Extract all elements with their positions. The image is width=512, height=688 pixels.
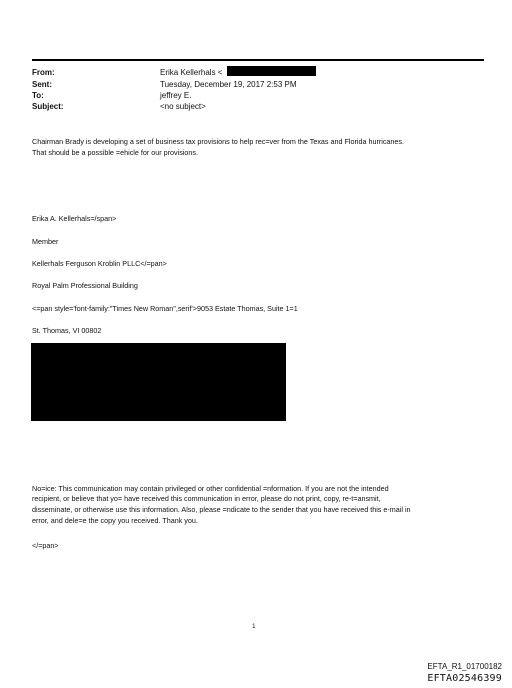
signature-address: <=pan style='font-family:"Times New Roman",serif'>9053 Estate Thomas, Suite 1=1: [32, 304, 298, 313]
header-rule: [32, 59, 484, 61]
redaction-email: [227, 66, 316, 76]
notice-line-1: No=ice: This communication may contain privileged or other confidential =nformation. If you are not the intended: [32, 484, 389, 493]
signature-city: St. Thomas, VI 00802: [32, 326, 102, 335]
subject-label: Subject:: [32, 102, 64, 111]
closing-tag: </=pan>: [32, 541, 59, 550]
redaction-block: [31, 343, 286, 421]
footer-ref-2: EFTA02546399: [427, 673, 502, 684]
subject-value: <no subject>: [160, 102, 206, 111]
signature-firm: Kellerhals Ferguson Kroblin PLLC</=pan>: [32, 259, 167, 268]
notice-line-2: recipient, or believe that yo= have received this communication in error, please do not print, copy, re-t=ansmit,: [32, 494, 381, 503]
body-line-2: That should be a possible =ehicle for our provisions.: [32, 148, 199, 157]
signature-title: Member: [32, 237, 59, 246]
sent-value: Tuesday, December 19, 2017 2:53 PM: [160, 80, 297, 89]
notice-line-4: error, and dele=e the copy you received. Thank you.: [32, 516, 198, 525]
to-value: jeffrey E.: [160, 91, 192, 100]
from-value: Erika Kellerhals <: [160, 68, 223, 77]
notice-line-3: disseminate, or otherwise use this information. Also, please =ndicate to the sender that you have received this e-mail in: [32, 505, 411, 514]
sent-label: Sent:: [32, 80, 52, 89]
body-line-1: Chairman Brady is developing a set of business tax provisions to help rec=ver from the Texas and Florida hurricanes.: [32, 137, 405, 146]
page-number: 1: [252, 623, 256, 630]
signature-name: Erika A. Kellerhals=/span>: [32, 214, 117, 223]
footer-ref-1: EFTA_R1_01700182: [427, 662, 502, 671]
to-label: To:: [32, 91, 44, 100]
from-label: From:: [32, 68, 55, 77]
signature-building: Royal Palm Professional Building: [32, 281, 138, 290]
